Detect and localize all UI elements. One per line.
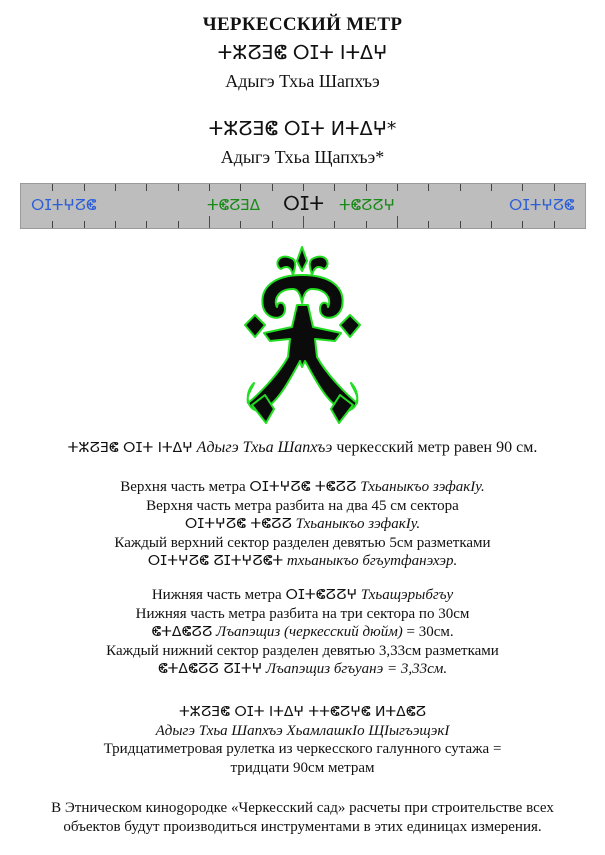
p5-line2: объектов будут производиться инструментами в этих единицах измерения. (63, 818, 542, 835)
p3-line3 (0, 623, 605, 642)
ruler-tick (460, 184, 461, 191)
paragraph-upper-part (0, 478, 605, 571)
p3-line1 (0, 586, 605, 605)
ruler-tick (52, 184, 53, 191)
paragraph-tape (0, 703, 605, 777)
paragraph-lower-part (0, 586, 605, 679)
p4-line3: Тридцатиметровая рулетка из черкесского галунного сутажа = (103, 741, 502, 758)
ruler-tick (178, 221, 179, 228)
p3-l1-text: Нижняя часть метра (151, 587, 282, 603)
p3-l1-italic: Тхьащэрыбгъу (360, 587, 454, 603)
p2-l5-script: ⵔⵊⵜⵖⵒⵞ ⵒⵊⵜⵖⵒⵞⵜ (147, 553, 284, 570)
subtitle-2: Адыгэ Тхьа Щапхъэ* (220, 147, 385, 167)
ruler-tick (366, 184, 367, 191)
ruler-tick (397, 216, 398, 228)
ruler-right-label: ⵔⵊⵜⵖⵒⵞ (509, 196, 575, 214)
ruler-tick (554, 184, 555, 191)
ruler-tick (240, 184, 241, 191)
p2-line3 (0, 515, 605, 534)
ruler-tick (522, 221, 523, 228)
paragraph-ethnic-town (0, 799, 605, 836)
p2-line1 (0, 478, 605, 497)
p5-line1: В Этническом кинogородке «Черкесский сад» расчеты при строительстве всех (51, 800, 554, 816)
ruler-tick (334, 221, 335, 228)
ruler-tick (115, 184, 116, 191)
p1-text: черкесский метр равен 90 см. (336, 439, 538, 456)
ruler-tick (460, 221, 461, 228)
ruler-center-label: ⵔⵊⵜ (283, 193, 324, 215)
p2-line5 (0, 552, 605, 571)
ruler-center-right-label: ⵜⵞⵒⵒⵖ (339, 196, 395, 214)
ruler-tick (303, 216, 304, 228)
p2-l1-script: ⵔⵊⵜⵖⵒⵞ ⵜⵞⵒⵒ (249, 479, 357, 495)
p1-italic: Адыгэ Тхьа Шапхъэ (196, 439, 333, 456)
ruler-tick (272, 184, 273, 191)
ruler-tick (491, 184, 492, 191)
ruler-tick (428, 184, 429, 191)
ruler-tick (554, 221, 555, 228)
meter-ruler (20, 183, 586, 229)
ruler-tick (146, 221, 147, 228)
ruler-center-left-label: ⵜⵞⵒⴺⵠ (207, 196, 261, 214)
p2-line2: Верхня часть метра разбита на два 45 см сектора (146, 497, 459, 514)
ruler-tick (366, 221, 367, 228)
p3-line2: Нижняя часть метра разбита на три сектора по 30см (135, 605, 470, 622)
p4-line4: тридцати 90см метрам (230, 759, 375, 776)
ruler-tick (428, 221, 429, 228)
circassian-ornament-icon (235, 245, 370, 430)
ruler-tick (146, 184, 147, 191)
p3-line4: Каждый нижний сектор разделен девятью 3,33см разметками (106, 642, 499, 659)
ruler-tick (209, 216, 210, 228)
p2-l3-italic: Тхьаныкъо зэфакIу. (295, 516, 421, 533)
ruler-tick (491, 221, 492, 228)
p2-l1-italic: Тхьаныкъо зэфакIу. (360, 479, 485, 495)
ruler-tick (272, 221, 273, 228)
p3-l5-script: ⵞⵜⵠⵞⵒⵒ ⵒⵊⵜⵖ (157, 661, 263, 678)
ruler-tick (334, 184, 335, 191)
subtitle-1: Адыгэ Тхьа Шапхъэ (225, 71, 380, 91)
ruler-tick (303, 184, 304, 191)
p2-l1-text: Верхня часть метра (120, 479, 246, 495)
ruler-left-label: ⵔⵊⵜⵖⵒⵞ (31, 196, 97, 214)
ruler-tick (240, 221, 241, 228)
p3-l3-script: ⵞⵜⵠⵞⵒⵒ (151, 624, 213, 641)
p1-script: ⵜⵣⵒⴺⵞ ⵔⵊⵜ ⵏⵜⵠⵖ (67, 440, 193, 456)
p3-line5 (0, 660, 605, 679)
ruler-tick (115, 221, 116, 228)
p3-l1-script: ⵔⵊⵜⵞⵒⵒⵖ (285, 587, 358, 603)
ruler-tick (178, 184, 179, 191)
script-title-1: ⵜⵣⵒⴺⵞ ⵔⵊⵜ ⵏⵜⵠⵖ (217, 42, 388, 64)
p4-line2: Адыгэ Тхьа Шапхъэ ХьамлашкIо ЩIыгъэщэкI (155, 722, 450, 739)
ruler-tick (397, 184, 398, 191)
ruler-tick (84, 184, 85, 191)
p2-l5-italic: тхьаныкъо бгъутфанэхэр. (286, 553, 458, 570)
ruler-tick (52, 221, 53, 228)
p2-l3-script: ⵔⵊⵜⵖⵒⵞ ⵜⵞⵒⵒ (184, 516, 292, 533)
ruler-tick (84, 221, 85, 228)
ruler-tick (209, 184, 210, 191)
p3-l3-tail: = 30см. (406, 624, 454, 641)
paragraph-definition (0, 439, 605, 458)
p4-line1: ⵜⵣⵒⴺⵞ ⵔⵊⵜ ⵏⵜⵠⵖ ⵜⵜⵞⵒⵖⵞ ⵍⵜⵠⵞⵒ (178, 704, 427, 720)
ruler-tick (522, 184, 523, 191)
script-title-2: ⵜⵣⵒⴺⵞ ⵔⵊⵜ ⵍⵜⵠⵖ* (208, 118, 397, 140)
p2-line4: Каждый верхний сектор разделен девятью 5см разметками (114, 534, 491, 551)
p3-l3-italic: Лъапэщиз (черкесский дюйм) (216, 624, 403, 641)
page-title: ЧЕРКЕССКИЙ МЕТР (202, 14, 403, 35)
p3-l5-italic: Лъапэщиз бгъуанэ = 3,33см. (265, 661, 448, 678)
